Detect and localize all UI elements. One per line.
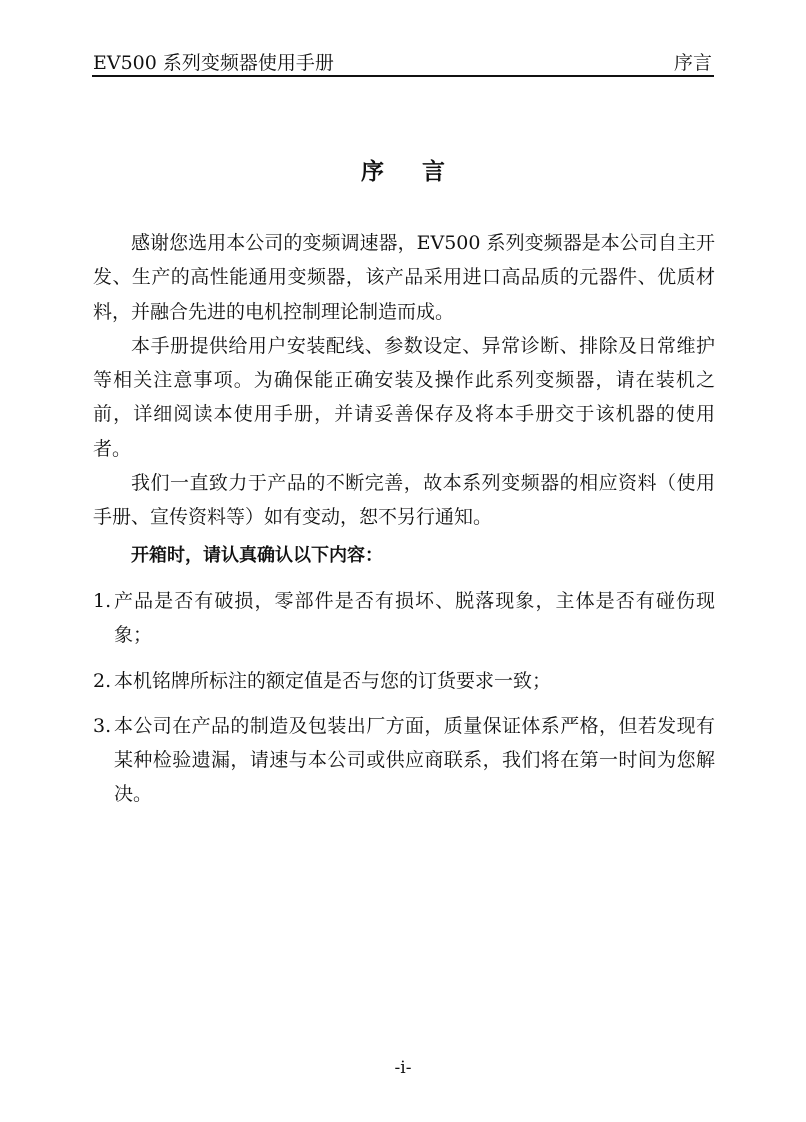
list-item (93, 584, 715, 653)
paragraph-manual-purpose: 本手册提供给用户安装配线、参数设定、异常诊断、排除及日常维护等相关注意事项。为确保能正确安装及操作此系列变频器，请在装机之前，详细阅读本使用手册，并请妥善保存及将本手册交于该机器的使用者。 (93, 334, 715, 460)
list-item-number: 1. (93, 590, 112, 612)
page-number: -i- (394, 1058, 412, 1078)
preface-body (93, 226, 715, 535)
running-header-title: EV500 系列变频器使用手册 (93, 52, 334, 74)
list-item-text: 本机铭牌所标注的额定值是否与您的订货要求一致； (114, 669, 552, 692)
list-item-text: 本公司在产品的制造及包装出厂方面，质量保证体系严格，但若发现有某种检验遗漏，请速与本公司或供应商联系，我们将在第一时间为您解决。 (114, 714, 715, 806)
page-title: 序言 (361, 159, 483, 185)
paragraph-changes-notice: 我们一直致力于产品的不断完善，故本系列变频器的相应资料（使用手册、宣传资料等）如有变动，恕不另行通知。 (93, 472, 715, 529)
running-header-section: 序言 (673, 52, 712, 74)
unpacking-checklist (93, 584, 715, 823)
paragraph-intro: 感谢您选用本公司的变频调速器，EV500 系列变频器是本公司自主开发、生产的高性能通用变频器，该产品采用进口高品质的元器件、优质材料，并融合先进的电机控制理论制造而成。 (93, 232, 715, 323)
list-item (93, 709, 715, 812)
list-item-text: 产品是否有破损，零部件是否有损坏、脱落现象，主体是否有碰伤现象； (114, 590, 715, 647)
list-item (93, 664, 715, 698)
header-divider (92, 75, 714, 77)
unpacking-heading: 开箱时，请认真确认以下内容： (131, 545, 383, 566)
list-item-number: 3. (93, 714, 112, 737)
list-item-number: 2. (93, 669, 112, 692)
